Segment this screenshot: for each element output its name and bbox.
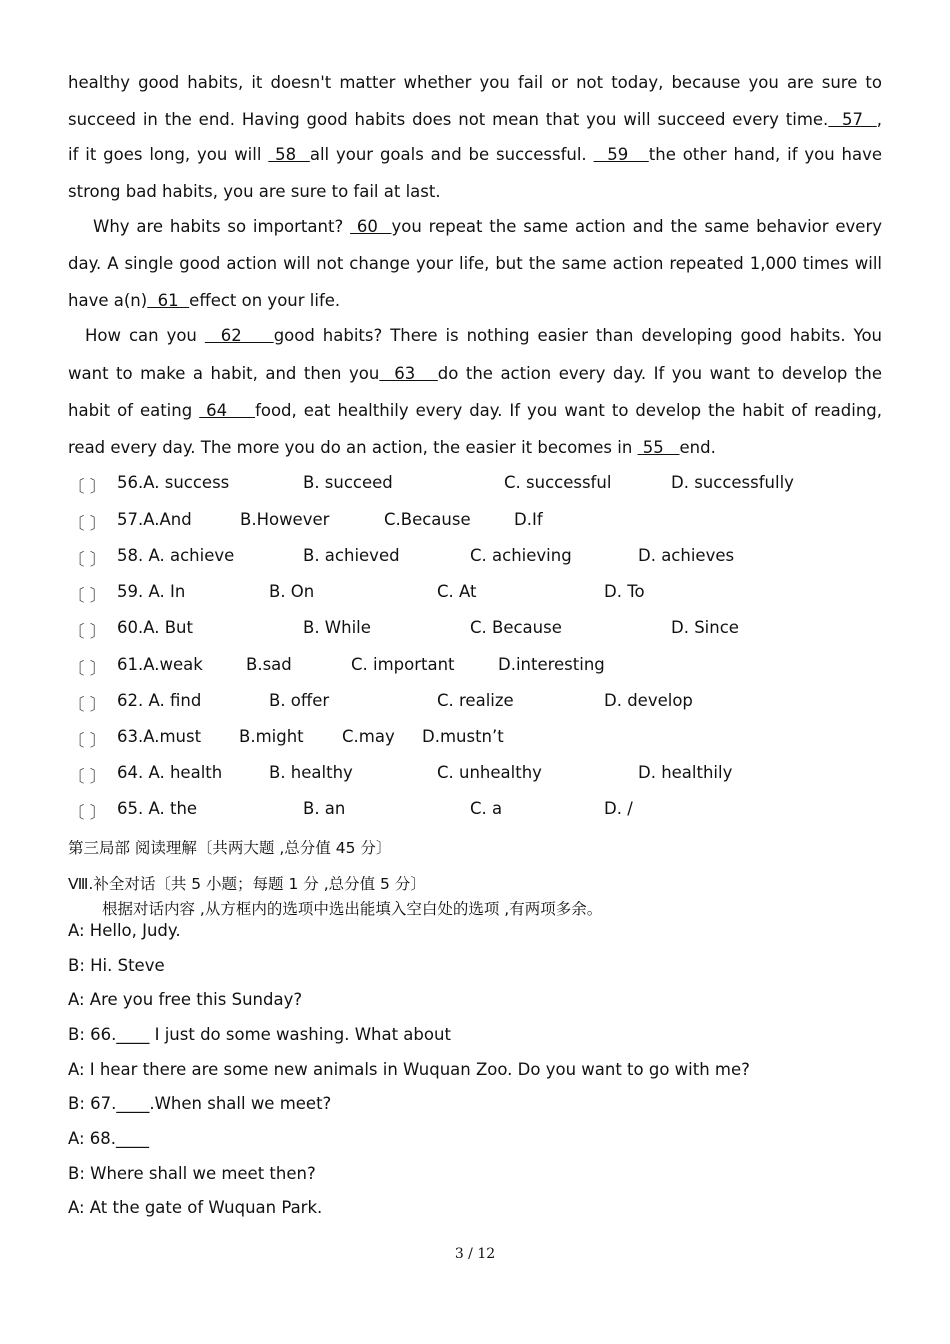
passage-line-2: succeed in the end. Having good habits does not mean that you will succeed every time. 57 , (68, 110, 882, 129)
answer-bracket: 〔 〕 (68, 731, 107, 750)
option-c: C. realize (437, 691, 514, 710)
question-number-option-a: 64. A. health (117, 763, 223, 782)
answer-bracket: 〔 〕 (68, 550, 107, 569)
option-c: C.may (342, 727, 395, 746)
passage-line-11: read every day. The more you do an action, the easier it becomes in 55 end. (68, 438, 716, 457)
passage-line-9: want to make a habit, and then you 63 do the action every day. If you want to develop the (68, 364, 882, 383)
passage-line-8: How can you 62 good habits? There is nothing easier than developing good habits. You (85, 326, 882, 345)
option-b: B. achieved (303, 546, 400, 565)
blank-61: 61 (147, 291, 190, 310)
question-number-option-a: 62. A. find (117, 691, 202, 710)
dialog-line: B: 67.____.When shall we meet? (68, 1094, 332, 1113)
dialog-line: A: At the gate of Wuquan Park. (68, 1198, 323, 1217)
question-number-option-a: 59. A. In (117, 582, 186, 601)
option-b: B. healthy (269, 763, 353, 782)
option-b: B.sad (246, 655, 292, 674)
option-c: C. At (437, 582, 477, 601)
question-number-option-a: 65. A. the (117, 799, 198, 818)
option-b: B. an (303, 799, 346, 818)
option-b: B. On (269, 582, 315, 601)
blank-59: 59 (593, 145, 649, 164)
passage-line-5: Why are habits so important? 60 you repeat the same action and the same behavior every (93, 217, 882, 236)
section-eight-heading: Ⅷ.补全对话〔共 5 小题；每题 1 分 ,总分值 5 分〕 (68, 875, 426, 893)
option-d: D. successfully (671, 473, 794, 492)
answer-bracket: 〔 〕 (68, 622, 107, 641)
option-d: D. / (604, 799, 633, 818)
answer-bracket: 〔 〕 (68, 767, 107, 786)
option-d: D. Since (671, 618, 739, 637)
passage-line-7: have a(n) 61 effect on your life. (68, 291, 341, 310)
option-d: D. To (604, 582, 645, 601)
option-d: D. develop (604, 691, 693, 710)
option-c: C. successful (504, 473, 612, 492)
blank-57: 57 (828, 110, 877, 129)
question-number-option-a: 60.A. But (117, 618, 193, 637)
option-b: B. succeed (303, 473, 393, 492)
answer-bracket: 〔 〕 (68, 477, 107, 496)
option-d: D. healthily (638, 763, 733, 782)
dialog-line: A: 68.____ (68, 1129, 150, 1148)
dialog-line: B: Hi. Steve (68, 956, 165, 975)
dialog-line: A: Hello, Judy. (68, 921, 181, 940)
option-b: B.However (240, 510, 330, 529)
dialog-line: B: Where shall we meet then? (68, 1164, 316, 1183)
option-b: B. offer (269, 691, 330, 710)
dialog-line: B: 66.____ I just do some washing. What about (68, 1025, 451, 1044)
answer-bracket: 〔 〕 (68, 803, 107, 822)
answer-bracket: 〔 〕 (68, 659, 107, 678)
passage-line-6: day. A single good action will not change your life, but the same action repeated 1,000 times will (68, 254, 882, 273)
blank-62: 62 (204, 326, 274, 345)
option-c: C. important (351, 655, 455, 674)
instruction-text: 根据对话内容 ,从方框内的选项中选出能填入空白处的选项 ,有两项多余。 (102, 900, 603, 918)
question-number-option-a: 63.A.must (117, 727, 202, 746)
option-d: D. achieves (638, 546, 735, 565)
blank-58: 58 (268, 145, 310, 164)
option-d: D.If (514, 510, 543, 529)
option-c: C. a (470, 799, 503, 818)
passage-line-4: strong bad habits, you are sure to fail at last. (68, 182, 441, 201)
section-three-heading: 第三局部 阅读理解〔共两大题 ,总分值 45 分〕 (68, 839, 392, 857)
dialog-line: A: I hear there are some new animals in Wuquan Zoo. Do you want to go with me? (68, 1060, 750, 1079)
blank-55: 55 (637, 438, 680, 457)
question-number-option-a: 58. A. achieve (117, 546, 235, 565)
option-b: B. While (303, 618, 371, 637)
option-c: C.Because (384, 510, 471, 529)
page-number: 3 / 12 (454, 1246, 496, 1262)
question-number-option-a: 57.A.And (117, 510, 192, 529)
answer-bracket: 〔 〕 (68, 695, 107, 714)
question-number-option-a: 61.A.weak (117, 655, 203, 674)
blank-64: 64 (199, 401, 256, 420)
blank-60: 60 (350, 217, 392, 236)
option-c: C. achieving (470, 546, 572, 565)
option-d: D.mustn’t (422, 727, 504, 746)
option-b: B.might (239, 727, 304, 746)
option-d: D.interesting (498, 655, 605, 674)
option-c: C. unhealthy (437, 763, 542, 782)
passage-line-3: if it goes long, you will 58 all your goals and be successful. 59 the other hand, if you have (68, 145, 883, 164)
dialog-line: A: Are you free this Sunday? (68, 990, 303, 1009)
passage-line-10: habit of eating 64 food, eat healthily every day. If you want to develop the habit of reading, (68, 401, 882, 420)
blank-63: 63 (379, 364, 438, 383)
answer-bracket: 〔 〕 (68, 514, 107, 533)
option-c: C. Because (470, 618, 562, 637)
question-number-option-a: 56.A. success (117, 473, 230, 492)
answer-bracket: 〔 〕 (68, 586, 107, 605)
passage-line-1: healthy good habits, it doesn't matter whether you fail or not today, because you are sure to (68, 73, 882, 92)
